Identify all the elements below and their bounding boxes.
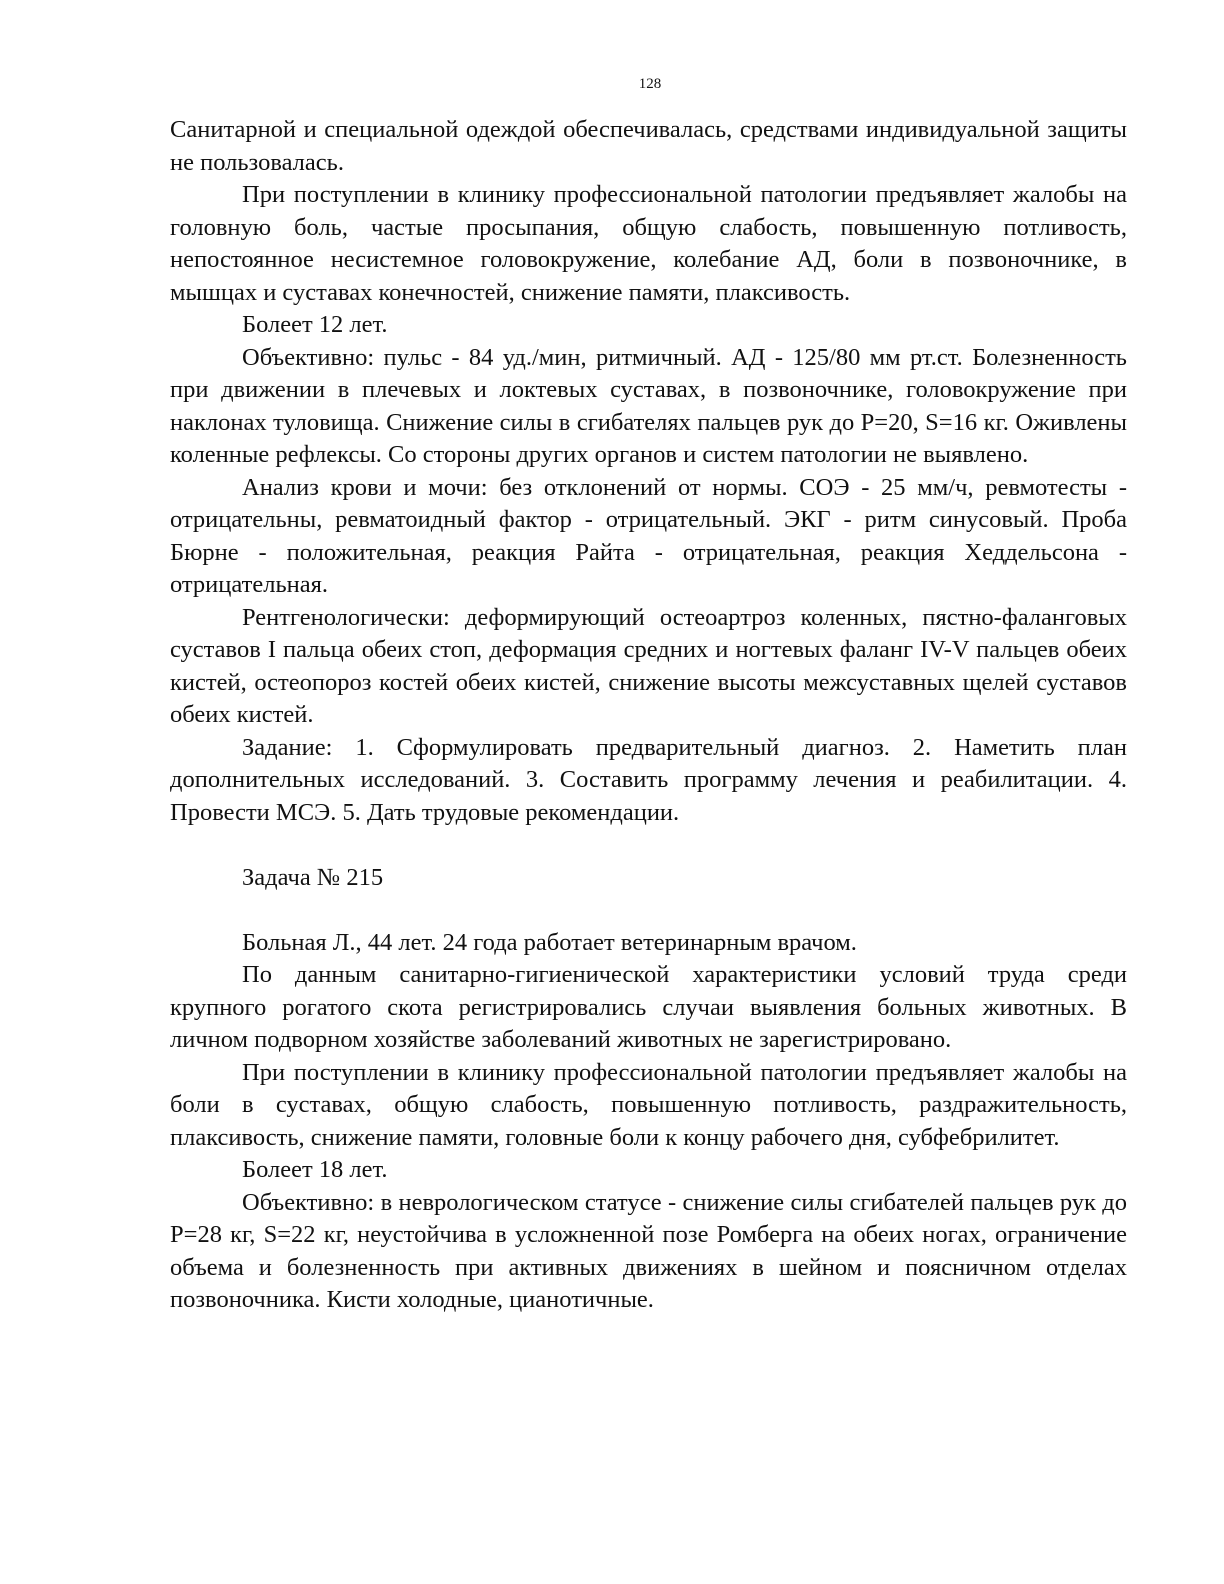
paragraph-objective-2: Объективно: в неврологическом статусе - снижение силы сгибателей пальцев рук до Р=28 кг, S=22 кг, неустойчива в усложненной позе Ромберга на обеих ногах, ограничение объема и болезненность при активных движениях в шейном и поясничном отделах позвоночника. Кисти холодные, цианотичные. xyxy=(170,1188,1127,1313)
task-heading: Задача № 215 xyxy=(242,863,384,891)
paragraph-illness-duration: Болеет 12 лет. xyxy=(242,311,388,338)
paragraph-lab-tests: Анализ крови и мочи: без отклонений от нормы. СОЭ - 25 мм/ч, ревмотесты - отрицательны, ревматоидный фактор - отрицательный. ЭКГ - ритм синусовый. Проба Бюрне - положительная, реакция Райта - отрицательная, реакция Хеддельсона - отрицательная. xyxy=(170,473,1127,598)
paragraph-assignment: Задание: 1. Сформулировать предварительный диагноз. 2. Наметить план дополнительных исследований. 3. Составить программу лечения и реабилитации. 4. Провести МСЭ. 5. Дать трудовые рекомендации. xyxy=(170,733,1127,826)
page-number: 128 xyxy=(638,76,662,92)
paragraph-complaints-2: При поступлении в клинику профессиональной патологии предъявляет жалобы на боли в суставах, общую слабость, повышенную потливость, раздражительность, плаксивость, снижение памяти, головные боли к концу рабочего дня, субфебрилитет. xyxy=(170,1058,1127,1151)
paragraph-xray: Рентгенологически: деформирующий остеоартроз коленных, пястно-фаланговых суставов I пальца обеих стоп, деформация средних и ногтевых фаланг IV-V пальцев обеих кистей, остеопороз костей обеих кистей, снижение высоты межсуставных щелей суставов обеих кистей. xyxy=(170,603,1127,728)
paragraph-objective: Объективно: пульс - 84 уд./мин, ритмичный. АД - 125/80 мм рт.ст. Болезненность при движении в плечевых и локтевых суставах, в позвоночнике, головокружение при наклонах туловища. Снижение силы в сгибателях пальцев рук до Р=20, S=16 кг. Оживлены коленные рефлексы. Со стороны других органов и систем патологии не выявлено. xyxy=(170,343,1127,468)
document-body xyxy=(170,114,1127,1317)
paragraph-clothing: Санитарной и специальной одеждой обеспечивалась, средствами индивидуальной защиты не пользовалась. xyxy=(170,116,1127,176)
paragraph-hygiene-data: По данным санитарно-гигиенической характеристики условий труда среди крупного рогатого скота регистрировались случаи выявления больных животных. В личном подворном хозяйстве заболеваний животных не зарегистрировано. xyxy=(170,961,1127,1053)
paragraph-patient-intro: Больная Л., 44 лет. 24 года работает ветеринарным врачом. xyxy=(242,928,857,956)
paragraph-illness-duration-2: Болеет 18 лет. xyxy=(242,1156,388,1183)
paragraph-complaints: При поступлении в клинику профессиональной патологии предъявляет жалобы на головную боль, частые просыпания, общую слабость, повышенную потливость, непостоянное несистемное головокружение, колебание АД, боли в позвоночнике, в мышцах и суставах конечностей, снижение памяти, плаксивость. xyxy=(170,181,1127,306)
spacer xyxy=(170,894,1127,927)
spacer xyxy=(170,829,1127,862)
